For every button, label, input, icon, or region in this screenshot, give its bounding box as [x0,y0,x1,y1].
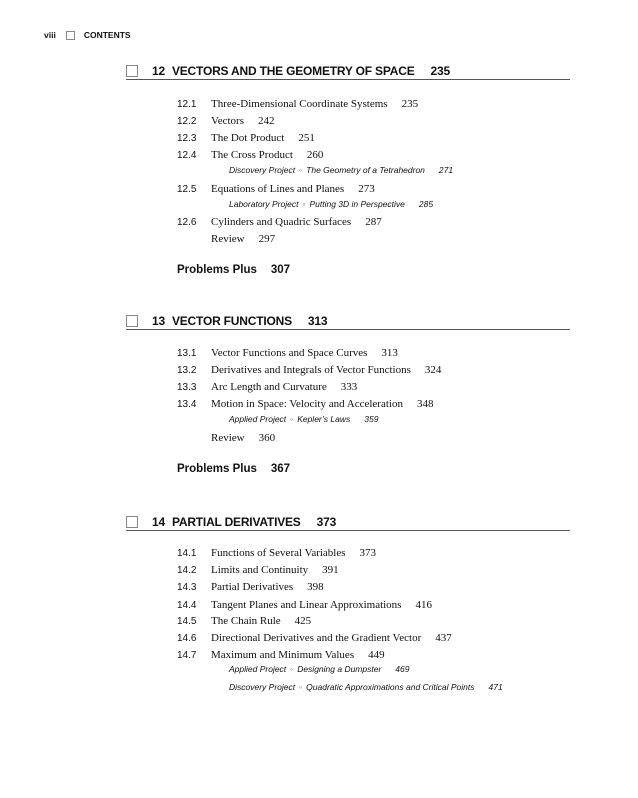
section-page: 333 [340,381,358,393]
section-title-row [211,183,375,195]
section-title-row [211,581,324,593]
section-title: Three-Dimensional Coordinate Systems [211,98,388,110]
project-entry[interactable] [229,414,378,427]
project-type: Discovery Project [229,682,296,692]
chapter-title: PARTIAL DERIVATIVES [171,515,301,529]
chapter-page: 373 [316,515,337,529]
section-title: Directional Derivatives and the Gradient Vector [211,632,422,644]
bullet-separator: ◦ [299,682,303,692]
chapter-heading[interactable] [126,513,570,531]
section-title: Limits and Continuity [211,564,309,576]
section-page: 273 [358,183,375,195]
section-title-row [211,233,275,245]
square-bullet-icon [126,65,138,77]
section-title-row [211,381,357,393]
section-page: 398 [307,581,324,593]
section-page: 235 [401,98,419,110]
project-type: Laboratory Project [229,199,299,209]
section-title: Derivatives and Integrals of Vector Functions [211,364,411,376]
section-title-row [211,547,376,559]
project-title: Kepler’s Laws [297,414,351,424]
section-number: 14.4 [177,599,197,611]
section-page: 391 [322,564,339,576]
section-page: 416 [415,599,432,611]
section-number: 12.6 [177,216,197,228]
running-head-section: CONTENTS [83,30,131,40]
problems-plus-label: Problems Plus [177,264,257,276]
project-page: 471 [488,682,503,692]
chapter-heading[interactable] [126,62,570,80]
section-number: 14.5 [177,615,197,627]
project-page: 271 [438,165,454,175]
section-number: 14.3 [177,581,197,593]
section-page: 297 [258,233,276,245]
problems-plus-page: 307 [270,264,291,276]
section-page: 287 [365,216,382,228]
section-page: 313 [381,347,398,359]
chapter-number: 13 [152,314,165,328]
section-page: 360 [258,432,276,444]
section-title-row [211,632,452,644]
section-title: Vector Functions and Space Curves [211,347,368,359]
section-title-row [211,649,385,661]
section-title: Functions of Several Variables [211,547,346,559]
section-title-row [211,98,418,110]
project-page: 469 [395,664,410,674]
section-number: 12.3 [177,132,197,144]
bullet-separator: ◦ [290,664,294,674]
chapter-title: VECTOR FUNCTIONS [171,314,292,328]
project-title: Designing a Dumpster [297,664,382,674]
section-page: 260 [306,149,324,161]
section-number: 14.1 [177,547,197,559]
problems-plus-page: 367 [270,463,291,475]
square-bullet-icon [126,315,138,327]
section-number: 13.2 [177,364,197,376]
section-title-row [211,398,433,410]
project-type: Applied Project [229,414,287,424]
square-bullet-icon [126,516,138,528]
section-number: 12.2 [177,115,197,127]
project-title: Quadratic Approximations and Critical Points [306,682,475,692]
project-entry[interactable] [229,165,453,178]
page-number: viii [44,30,56,40]
running-head [44,29,131,41]
section-page: 242 [258,115,275,127]
section-title-row [211,347,398,359]
project-type: Applied Project [229,664,287,674]
section-page: 324 [424,364,442,376]
section-page: 373 [359,547,377,559]
section-page: 437 [435,632,452,644]
section-title: Vectors [211,115,244,127]
section-number: 13.1 [177,347,197,359]
section-title: Partial Derivatives [211,581,294,593]
section-number: 14.6 [177,632,197,644]
section-number: 14.7 [177,649,197,661]
chapter-page: 235 [430,64,450,78]
section-page: 449 [368,649,385,661]
section-title-row [211,132,315,144]
project-title: Putting 3D in Perspective [309,199,405,209]
square-bullet-icon [66,31,75,40]
section-title-row [211,149,323,161]
section-title: Review [211,432,245,444]
chapter-number: 12 [152,64,165,78]
bullet-separator: ◦ [299,165,303,175]
section-title-row [211,364,441,376]
chapter-heading[interactable] [126,312,570,330]
chapter-page: 313 [307,314,328,328]
section-title-row [211,615,311,627]
section-number: 12.5 [177,183,197,195]
bullet-separator: ◦ [302,199,306,209]
project-page: 285 [418,199,434,209]
project-page: 359 [364,414,379,424]
section-title: Equations of Lines and Planes [211,183,345,195]
section-title: Review [211,233,245,245]
section-title: The Cross Product [211,149,293,161]
section-number: 13.3 [177,381,197,393]
section-title-row [211,216,382,228]
section-title-row [211,599,432,611]
section-title-row [211,115,275,127]
section-title: The Dot Product [211,132,285,144]
section-number: 13.4 [177,398,197,410]
section-title: Cylinders and Quadric Surfaces [211,216,352,228]
section-title: Tangent Planes and Linear Approximations [211,599,402,611]
section-page: 425 [294,615,312,627]
section-title: Maximum and Minimum Values [211,649,355,661]
project-entry[interactable] [229,664,409,677]
section-title: The Chain Rule [211,615,281,627]
problems-plus-label: Problems Plus [177,463,257,475]
project-title: The Geometry of a Tetrahedron [306,165,425,175]
section-number: 12.1 [177,98,197,110]
section-title-row [211,564,339,576]
section-title: Motion in Space: Velocity and Acceleration [211,398,403,410]
chapter-title: VECTORS AND THE GEOMETRY OF SPACE [171,64,415,78]
problems-plus-entry[interactable] [177,264,290,276]
section-page: 251 [298,132,315,144]
chapter-number: 14 [152,515,165,529]
bullet-separator: ◦ [290,414,294,424]
section-number: 12.4 [177,149,197,161]
problems-plus-entry[interactable] [177,463,290,475]
project-type: Discovery Project [229,165,296,175]
section-title-row [211,432,275,444]
section-number: 14.2 [177,564,197,576]
project-entry[interactable] [229,199,433,212]
project-entry[interactable] [229,682,503,695]
section-page: 348 [416,398,434,410]
section-title: Arc Length and Curvature [211,381,327,393]
